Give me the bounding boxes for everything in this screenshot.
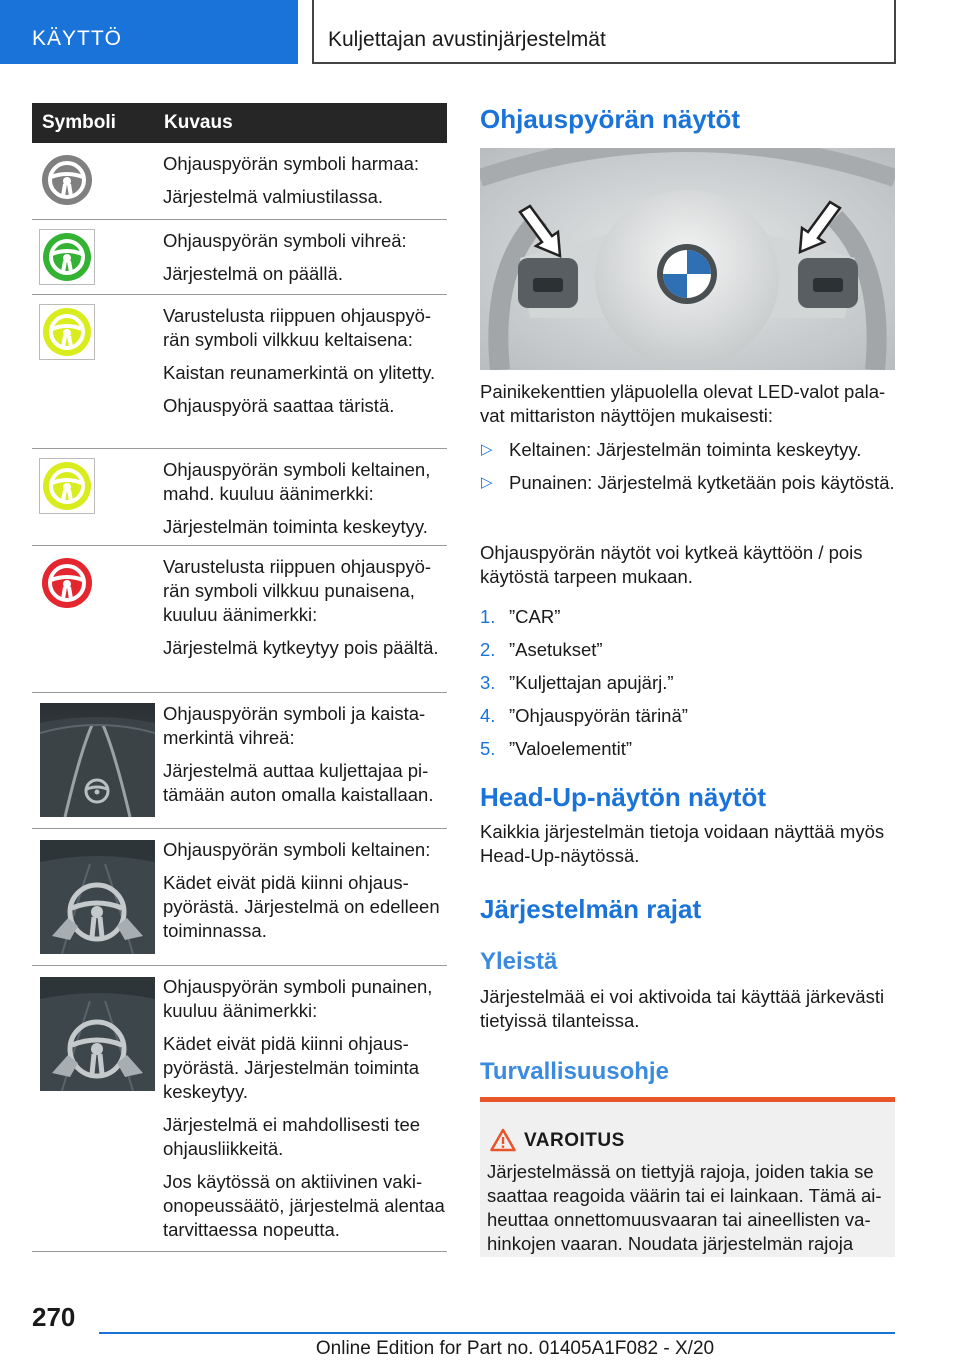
section-tab: KÄYTTÖ [0, 0, 298, 64]
row-text: Järjestelmä ei mahdollisesti tee ohjausliikkeitä. [163, 1114, 421, 1159]
step-number: 4. [480, 705, 496, 726]
step-number: 2. [480, 639, 496, 660]
triangle-bullet-icon: ▷ [481, 441, 493, 458]
row-text: Järjestelmä valmiustilassa. [163, 186, 384, 207]
hands-off-display-icon [40, 977, 155, 1091]
table-row [32, 220, 447, 295]
bullet-list [480, 438, 895, 504]
list-item [480, 737, 895, 761]
row-text: Jos käytössä on aktiivinen vakionopeussäätö, järjestelmä alentaa tarvittaessa nopeutta. [163, 1171, 445, 1240]
steering-wheel-yellow-icon [39, 458, 95, 514]
step-number: 1. [480, 606, 496, 627]
heading-system-limits: Järjestelmän rajat [480, 894, 702, 924]
row-text: Kädet eivät pidä kiinni ohjauspyörästä. Järjestelmän toiminta keskeytyy. [163, 1033, 420, 1102]
row-text: Ohjauspyörä saattaa täristä. [163, 395, 395, 416]
warning-triangle-icon [490, 1128, 516, 1152]
step-number: 5. [480, 738, 496, 759]
row-text: Järjestelmän toiminta keskeytyy. [163, 516, 428, 537]
step-number: 3. [480, 672, 496, 693]
row-text: Varustelusta riippuen ohjauspyörän symboli vilkkuu punaisena, kuuluu äänimerkki: [163, 556, 432, 625]
subheading-general: Yleistä [480, 948, 558, 975]
row-text: Järjestelmä on päällä. [163, 263, 343, 284]
steering-wheel-photo [480, 148, 895, 370]
table-row [32, 295, 447, 449]
step-text: ”Kuljettajan apujärj.” [509, 672, 674, 693]
heading-steering-wheel-displays: Ohjauspyörän näytöt [480, 104, 741, 134]
row-text: Järjestelmä kytkeytyy pois päältä. [163, 637, 439, 658]
step-text: ”CAR” [509, 606, 561, 627]
row-text: Kaistan reunamerkintä on ylitetty. [163, 362, 436, 383]
row-text: Ohjauspyörän symboli punainen, kuuluu äänimerkki: [163, 976, 433, 1021]
steering-wheel-green-icon [39, 229, 95, 285]
row-text: Ohjauspyörän symboli keltainen: [163, 839, 431, 860]
list-item [480, 704, 895, 728]
paragraph-enable-displays: Ohjauspyörän näytöt voi kytkeä käyttöön / pois käytöstä tarpeen mukaan. [480, 542, 863, 587]
step-text: ”Ohjauspyörän tärinä” [509, 705, 688, 726]
table-row [32, 143, 447, 220]
list-item-text: Keltainen: Järjestelmän toiminta keskeytyy. [509, 439, 862, 460]
step-text: ”Valoelementit” [509, 738, 633, 759]
table-header [32, 103, 447, 143]
lane-display-icon [40, 703, 155, 817]
row-text: Ohjauspyörän symboli ja kaistamerkintä vihreä: [163, 703, 426, 748]
footer-divider [99, 1332, 895, 1334]
steps-list [480, 605, 895, 770]
footer-edition: Online Edition for Part no. 01405A1F082 - X/20 [315, 1338, 715, 1359]
list-item-text: Punainen: Järjestelmä kytketään pois käytöstä. [509, 472, 895, 493]
row-text: Ohjauspyörän symboli keltainen, mahd. kuuluu äänimerkki: [163, 459, 431, 504]
table-row [32, 693, 447, 829]
row-text: Ohjauspyörän symboli harmaa: [163, 153, 420, 174]
column-header-description: Kuvaus [164, 112, 233, 133]
warning-text: Järjestelmässä on tiettyjä rajoja, joiden takia se saattaa reagoida väärin tai ei lainkaan. Tämä aiheuttaa onnettomuusvaaran tai aineellisten vahinkojen vaaran. Noudata järjestelmän rajoja [487, 1161, 882, 1254]
paragraph-head-up: Kaikkia järjestelmän tietoja voidaan näyttää myös Head-Up-näytössä. [480, 821, 885, 866]
warning-title: VAROITUS [524, 1130, 625, 1151]
list-item [480, 438, 895, 462]
steering-wheel-gray-icon [41, 154, 93, 206]
row-text: Kädet eivät pidä kiinni ohjauspyörästä. Järjestelmä on edelleen toiminnassa. [163, 872, 440, 941]
subheading-safety: Turvallisuusohje [480, 1058, 669, 1085]
steering-wheel-yellow-icon [39, 304, 95, 360]
row-text: Varustelusta riippuen ohjauspyörän symboli vilkkuu keltaisena: [163, 305, 432, 350]
list-item [480, 638, 895, 662]
list-item [480, 471, 895, 495]
table-row [32, 449, 447, 546]
row-text: Ohjauspyörän symboli vihreä: [163, 230, 407, 251]
page-number: 270 [32, 1302, 76, 1332]
chapter-title: Kuljettajan avustinjärjestelmät [312, 0, 896, 64]
table-row [32, 966, 447, 1252]
hands-off-display-icon [40, 840, 155, 954]
row-text: Järjestelmä auttaa kuljettajaa pitämään auton omalla kaistallaan. [163, 760, 434, 805]
warning-box [480, 1097, 895, 1257]
list-item [480, 671, 895, 695]
symbol-table [32, 103, 447, 1252]
paragraph-led-lights: Painikekenttien yläpuolella olevat LED-valot palavat mittariston näyttöjen mukaisesti: [480, 381, 886, 426]
column-header-symbol: Symboli [42, 112, 116, 133]
step-text: ”Asetukset” [509, 639, 603, 660]
table-row [32, 546, 447, 693]
table-row [32, 829, 447, 966]
list-item [480, 605, 895, 629]
heading-head-up-display: Head-Up-näytön näytöt [480, 782, 766, 812]
triangle-bullet-icon: ▷ [481, 474, 493, 491]
steering-wheel-red-icon [41, 557, 93, 609]
paragraph-general: Järjestelmää ei voi aktivoida tai käyttää järkevästi tietyissä tilanteissa. [480, 986, 885, 1031]
